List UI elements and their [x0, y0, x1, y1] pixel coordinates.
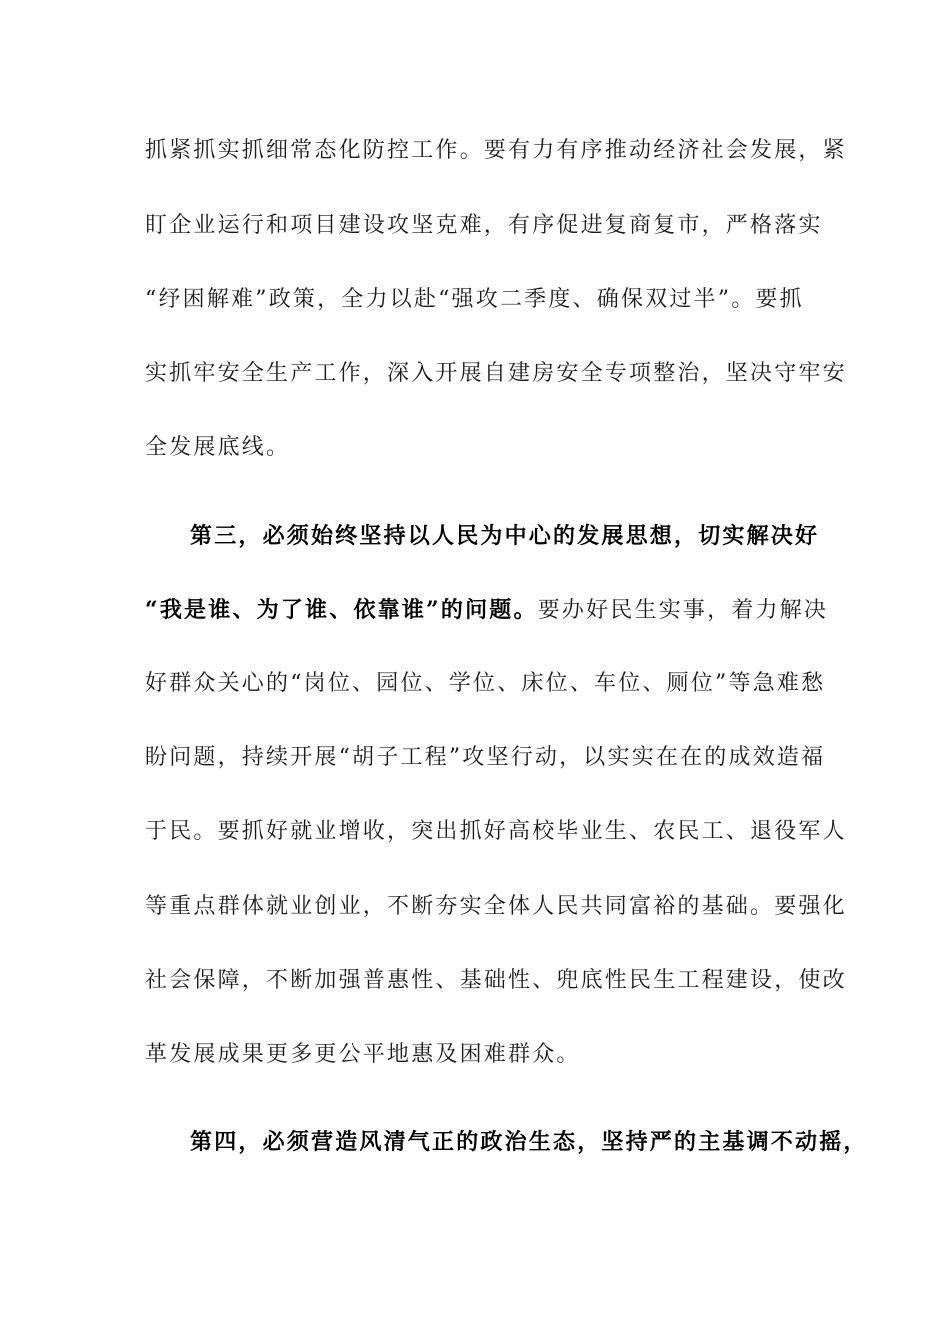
paragraph-line: 抓紧抓实抓细常态化防控工作。要有力有序推动经济社会发展，紧: [145, 138, 847, 163]
paragraph-line: 于民。要抓好就业增收，突出抓好高校毕业生、农民工、退役军人: [145, 819, 847, 844]
mixed-line: [145, 595, 829, 626]
paragraph-line: 社会保障，不断加强普惠性、基础性、兜底性民生工程建设，使改: [145, 968, 847, 993]
section-heading-continuation: “我是谁、为了谁、依靠谁”的问题。: [145, 597, 538, 623]
paragraph-line: 好群众关心的“岗位、园位、学位、床位、车位、厕位”等急难愁: [145, 671, 826, 696]
section-heading-line: 第四，必须营造风清气正的政治生态，坚持严的主基调不动摇，: [190, 1129, 868, 1155]
paragraph-line: 实抓牢安全生产工作，深入开展自建房安全专项整治，坚决守牢安: [145, 361, 847, 386]
section-heading-line: 第三，必须始终坚持以人民为中心的发展思想，切实解决好: [190, 523, 820, 549]
paragraph-line: 革发展成果更多更公平地惠及困难群众。: [145, 1042, 581, 1067]
paragraph-line: 等重点群体就业创业，不断夯实全体人民共同富裕的基础。要强化: [145, 894, 847, 919]
paragraph-line: 盼问题，持续开展“胡子工程”攻坚行动，以实实在在的成效造福: [145, 745, 826, 770]
paragraph-line: 全发展底线。: [145, 435, 291, 460]
paragraph-text: 要办好民生实事，着力解决: [537, 598, 829, 623]
paragraph-line: 盯企业运行和项目建设攻坚克难，有序促进复商复市，严格落实: [145, 213, 823, 238]
paragraph-line: “纾困解难”政策，全力以赴“强攻二季度、确保双过半”。要抓: [145, 287, 804, 312]
